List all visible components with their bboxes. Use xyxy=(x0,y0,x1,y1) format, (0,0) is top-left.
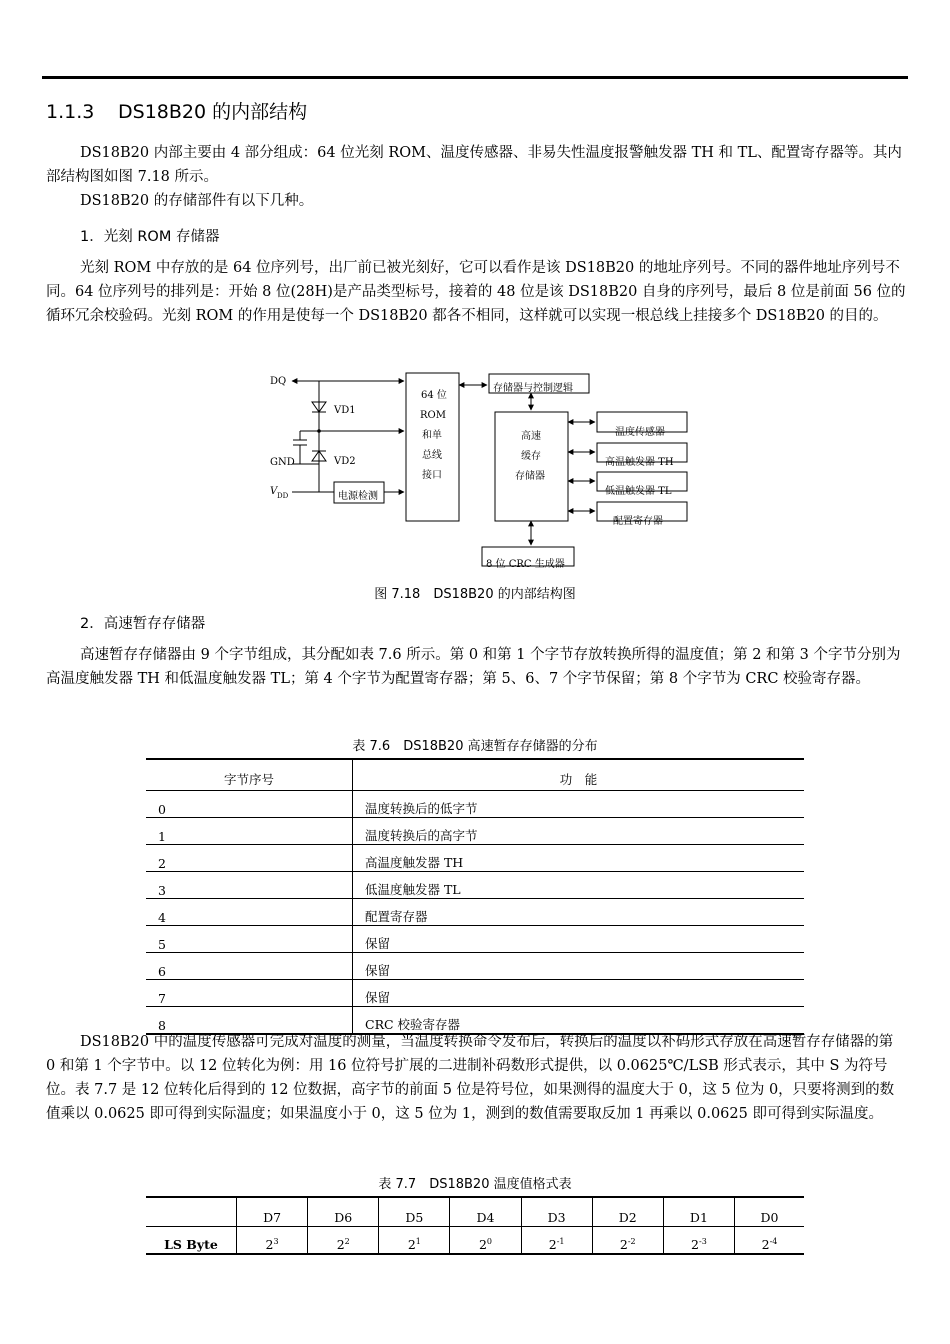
figure-caption: 图 7.18 DS18B20 的内部结构图 xyxy=(374,587,576,602)
bit-weight: $2^{-2}$ xyxy=(592,1227,663,1255)
bit-header: D7 xyxy=(237,1197,308,1227)
byte-index: 6 xyxy=(146,953,353,980)
rom-label-2: ROM xyxy=(420,410,446,421)
vdd-sub: DD xyxy=(277,492,289,500)
rom-label-3: 和单 xyxy=(422,430,442,441)
byte-index: 1 xyxy=(146,818,353,845)
section-number: 1.1.3 xyxy=(46,101,95,123)
byte-function: 低温度触发器 TL xyxy=(353,872,805,899)
rom-label-1: 64 位 xyxy=(421,390,447,401)
high-trigger-label: 高温触发器 TH xyxy=(605,457,674,468)
table-row xyxy=(146,953,804,980)
gnd-label: GND xyxy=(270,457,295,468)
byte-index: 4 xyxy=(146,899,353,926)
table-row xyxy=(146,818,804,845)
bit-header: D1 xyxy=(663,1197,734,1227)
table76-header-byte: 字节序号 xyxy=(146,759,353,791)
bit-weight: $2^3$ xyxy=(237,1227,308,1255)
bit-weight: $2^2$ xyxy=(308,1227,379,1255)
bit-weight: $2^0$ xyxy=(450,1227,521,1255)
table-row xyxy=(146,791,804,818)
subheading-rom: 1．光刻 ROM 存储器 xyxy=(80,229,220,245)
low-trigger-label: 低温触发器 TL xyxy=(605,486,672,497)
rom-label-5: 接口 xyxy=(422,470,442,481)
temp-sensor-label: 温度传感器 xyxy=(615,427,665,438)
section-title: DS18B20 的内部结构 xyxy=(118,101,308,123)
table77-caption: 表 7.7 DS18B20 温度值格式表 xyxy=(378,1177,572,1192)
byte-function: CRC 校验寄存器 xyxy=(353,1007,805,1035)
bit-weight: $2^1$ xyxy=(379,1227,450,1255)
table-row xyxy=(146,980,804,1007)
bit-header: D4 xyxy=(450,1197,521,1227)
cache-label-1: 高速 xyxy=(521,431,541,442)
byte-function: 温度转换后的高字节 xyxy=(353,818,805,845)
byte-index: 2 xyxy=(146,845,353,872)
block-diagram xyxy=(262,368,702,573)
bit-header: D5 xyxy=(379,1197,450,1227)
byte-function: 配置寄存器 xyxy=(353,899,805,926)
byte-index: 3 xyxy=(146,872,353,899)
table77-header-row xyxy=(146,1197,804,1227)
byte-index: 5 xyxy=(146,926,353,953)
paragraph-intro: DS18B20 内部主要由 4 部分组成：64 位光刻 ROM、温度传感器、非易失性温度报警触发器 TH 和 TL、配置寄存器等。其内部结构图如图 7.18 所示。 xyxy=(46,145,902,185)
bit-weight: $2^{-4}$ xyxy=(734,1227,804,1255)
byte-index: 0 xyxy=(146,791,353,818)
paragraph-cache: 高速暂存存储器由 9 个字节组成，其分配如表 7.6 所示。第 0 和第 1 个字节存放转换所得的温度值；第 2 和第 3 个字节分别为高温度触发器 TH 和低温度触发器 TL；第 4 个字节为配置寄存器；第 5、6、7 个字节保留；第 8 个字节为 CRC 校验寄存器。 xyxy=(46,647,901,687)
cache-box xyxy=(495,412,568,521)
table-row xyxy=(146,872,804,899)
table-row xyxy=(146,926,804,953)
bit-header: D3 xyxy=(521,1197,592,1227)
vdd-label: V xyxy=(270,486,278,497)
bit-weight: $2^{-3}$ xyxy=(663,1227,734,1255)
table-row xyxy=(146,845,804,872)
table77-lsbyte-row xyxy=(146,1227,804,1255)
byte-function: 保留 xyxy=(353,926,805,953)
mem-ctrl-label: 存储器与控制逻辑 xyxy=(493,383,573,394)
table77 xyxy=(146,1196,804,1255)
bit-header: D2 xyxy=(592,1197,663,1227)
byte-function: 保留 xyxy=(353,953,805,980)
ls-byte-label: LS Byte xyxy=(146,1227,237,1255)
vd2-label: VD2 xyxy=(334,456,356,467)
byte-function: 高温度触发器 TH xyxy=(353,845,805,872)
cache-label-3: 存储器 xyxy=(515,471,545,482)
rom-label-4: 总线 xyxy=(422,450,442,461)
crc-gen-label: 8 位 CRC 生成器 xyxy=(486,559,565,570)
table-row xyxy=(146,899,804,926)
table76-header-function: 功 能 xyxy=(353,759,805,791)
byte-index: 7 xyxy=(146,980,353,1007)
table76-caption: 表 7.6 DS18B20 高速暂存存储器的分布 xyxy=(352,739,598,754)
paragraph-temperature: DS18B20 中的温度传感器可完成对温度的测量，当温度转换命令发布后，转换后的温度以补码形式存放在高速暂存存储器的第 0 和第 1 个字节中。以 12 位转化为例：用 16 位符号扩展的二进制补码数形式提供，以 0.0625℃/LSB 形式表示，其中 S 为符号位。表 7.7 是 12 位转化后得到的 12 位数据，高字节的前面 5 位是符号位，如果测得的温度大于 0，这 5 位为 0，只要将测到的数值乘以 0.0625 即可得到实际温度；如果温度小于 0，这 5 位为 1，测到的数值需要取反加 1 再乘以 0.0625 即可得到实际温度。 xyxy=(46,1034,895,1122)
top-rule xyxy=(42,76,908,79)
byte-function: 保留 xyxy=(353,980,805,1007)
power-detect-label: 电源检测 xyxy=(338,491,378,502)
byte-function: 温度转换后的低字节 xyxy=(353,791,805,818)
paragraph-storage: DS18B20 的存储部件有以下几种。 xyxy=(80,193,314,209)
config-reg-label: 配置寄存器 xyxy=(613,516,663,527)
cache-label-2: 缓存 xyxy=(521,451,541,462)
paragraph-rom: 光刻 ROM 中存放的是 64 位序列号，出厂前已被光刻好，它可以看作是该 DS18B20 的地址序列号。不同的器件地址序列号不同。64 位序列号的排列是：开始 8 位(28H)是产品类型标号，接着的 48 位是该 DS18B20 自身的序列号，最后 8 位是前面 56 位的循环冗余校验码。光刻 ROM 的作用是使每一个 DS18B20 都各不相同，这样就可以实现一根总线上挂接多个 DS18B20 的目的。 xyxy=(46,260,906,324)
vd1-label: VD1 xyxy=(334,405,356,416)
bit-header: D0 xyxy=(734,1197,804,1227)
section-heading xyxy=(46,97,307,124)
table76-header-row xyxy=(146,759,804,791)
subheading-cache: 2．高速暂存存储器 xyxy=(80,616,206,632)
table76 xyxy=(146,758,804,1035)
dq-label: DQ xyxy=(270,376,287,387)
table77-corner xyxy=(146,1197,237,1227)
bit-weight: $2^{-1}$ xyxy=(521,1227,592,1255)
bit-header: D6 xyxy=(308,1197,379,1227)
byte-index: 8 xyxy=(146,1007,353,1035)
